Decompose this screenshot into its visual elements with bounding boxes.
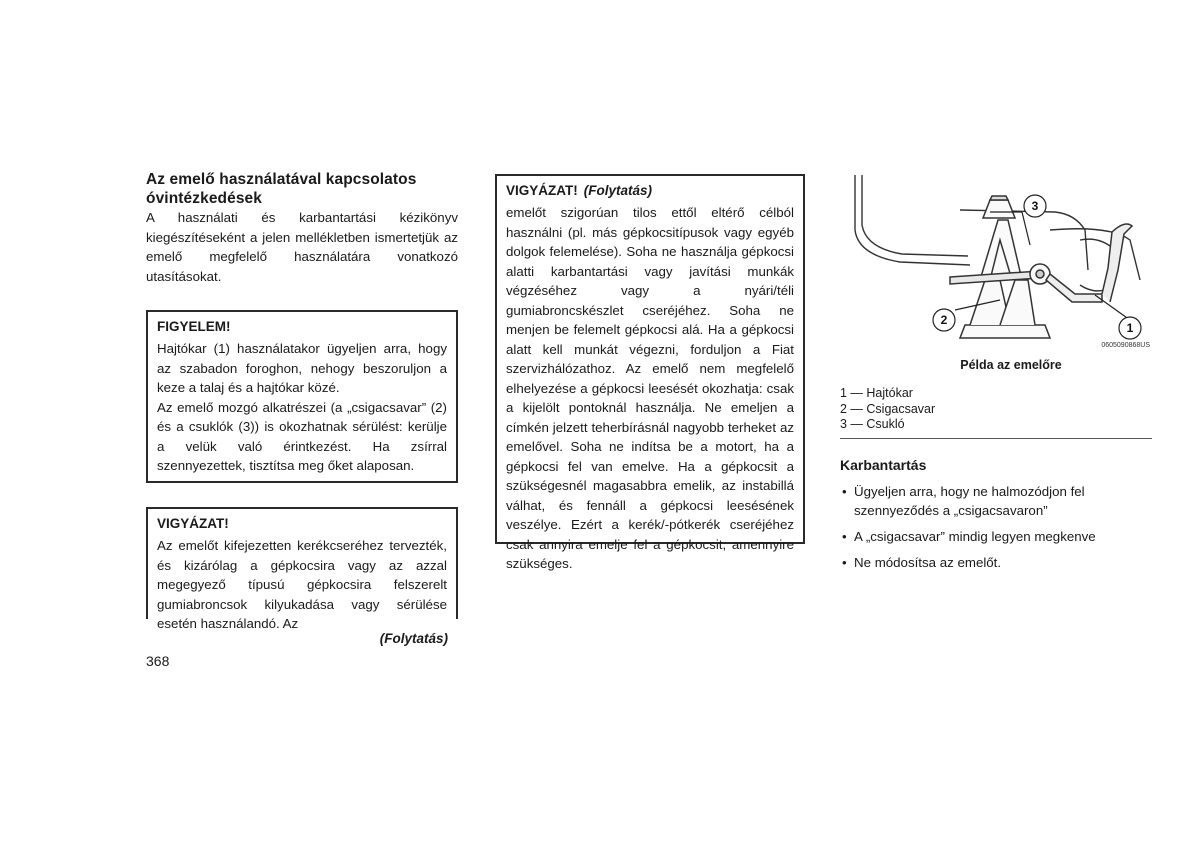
vigyazat-continued-paragraph: emelőt szigorúan tilos ettől eltérő célból használni (pl. más gépkocsitípusok vagy egyéb dolgok felemelése). Soha ne használja gépkocsi alatti karbantartási vagy javítási munkák végzéséhez vagy a nyári/téli gumiabroncskészlet cseréjéhez. Soha ne menjen be felemelt gépkocsi alá. Ha a gépkocsi alatt kell munkát végezni, forduljon a Fiat szervizhálózathoz. Az emelő nem megfelelő elhelyezése a gépkocsi leesését okozhatja: csak a kijelölt pontoknál használja. Ne emeljen a címkén jelzett teherbírásnál nagyobb terheket az emelővel. Soha ne indítsa be a motort, ha a gépkocsi fel van emelve. Ha a gépkocsit a szükségesnél magasabbra emelik, az instabillá válhat, és fennáll a gépkocsi leesésének veszélye. Ezért a kerék/-pótkerék cseréjéhez csak annyira emelje fel a gépkocsit, amennyire szükséges. — [506, 205, 794, 571]
divider — [840, 438, 1152, 439]
figyelem-title: FIGYELEM! — [157, 319, 231, 335]
callout-1-label: 1 — [1126, 321, 1134, 335]
list-item: • Ügyeljen arra, hogy ne halmozódjon fel szennyeződés a „csigacsavaron” — [840, 482, 1152, 520]
jack-drawing — [840, 170, 1152, 352]
maintenance-heading: Karbantartás — [840, 456, 927, 473]
continued-tag: (Folytatás) — [583, 183, 653, 198]
list-item: • Ne módosítsa az emelőt. — [840, 553, 1152, 572]
maintenance-list — [840, 482, 1152, 572]
middle-column — [495, 174, 805, 571]
right-column — [840, 170, 1152, 579]
callout-3-label: 3 — [1031, 199, 1039, 213]
figure-caption: Példa az emelőre — [960, 358, 1062, 372]
callout-2-label: 2 — [940, 313, 948, 327]
figyelem-paragraph-2: Az emelő mozgó alkatrészei (a „csigacsavar” (2) és a csuklók (3)) is okozhatnak sérülést: kerülje a velük való érintkezést. Ha zsírral szennyezettek, tisztítsa meg őket alaposan. — [157, 399, 447, 474]
legend-item: 2 — Csigacsavar — [840, 401, 936, 416]
vigyazat-continued-title — [506, 181, 794, 201]
vigyazat-title: VIGYÁZAT! — [157, 516, 229, 532]
jack-illustration — [840, 170, 1152, 352]
left-column — [146, 170, 458, 646]
warning-title: VIGYÁZAT! — [506, 183, 578, 198]
figure-code: 0605090868US — [1101, 342, 1150, 349]
figure-legend — [840, 386, 1152, 433]
figyelem-paragraph-1: Hajtókar (1) használatakor ügyeljen arra, hogy az szabadon foroghon, nehogy beszoruljon a keze a talaj és a hajtókar közé. — [157, 341, 447, 396]
intro-paragraph: A használati és karbantartási kézikönyv kiegészítéseként a jelen mellékletben ismertetjük az emelő megfelelő használatára vonatkozó utasításokat. — [146, 210, 458, 284]
legend-item: 1 — Hajtókar — [840, 386, 913, 400]
figyelem-box — [146, 310, 458, 483]
vigyazat-paragraph: Az emelőt kifejezetten kerékcseréhez tervezték, és kizárólag a gépkocsira vagy az azzal megegyező típusú gépkocsira felszerelt gumiabroncsok kilyukadása vagy sérülése esetén használandó. Az — [157, 538, 447, 632]
page-number: 368 — [146, 653, 170, 669]
section-title: Az emelő használatával kapcsolatos óvintézkedések — [146, 171, 417, 207]
legend-item: 3 — Csukló — [840, 417, 905, 431]
list-item: • A „csigacsavar” mindig legyen megkenve — [840, 527, 1152, 546]
vigyazat-box — [146, 507, 458, 632]
continued-label: (Folytatás) — [379, 631, 448, 647]
vigyazat-continued-box — [495, 174, 805, 571]
